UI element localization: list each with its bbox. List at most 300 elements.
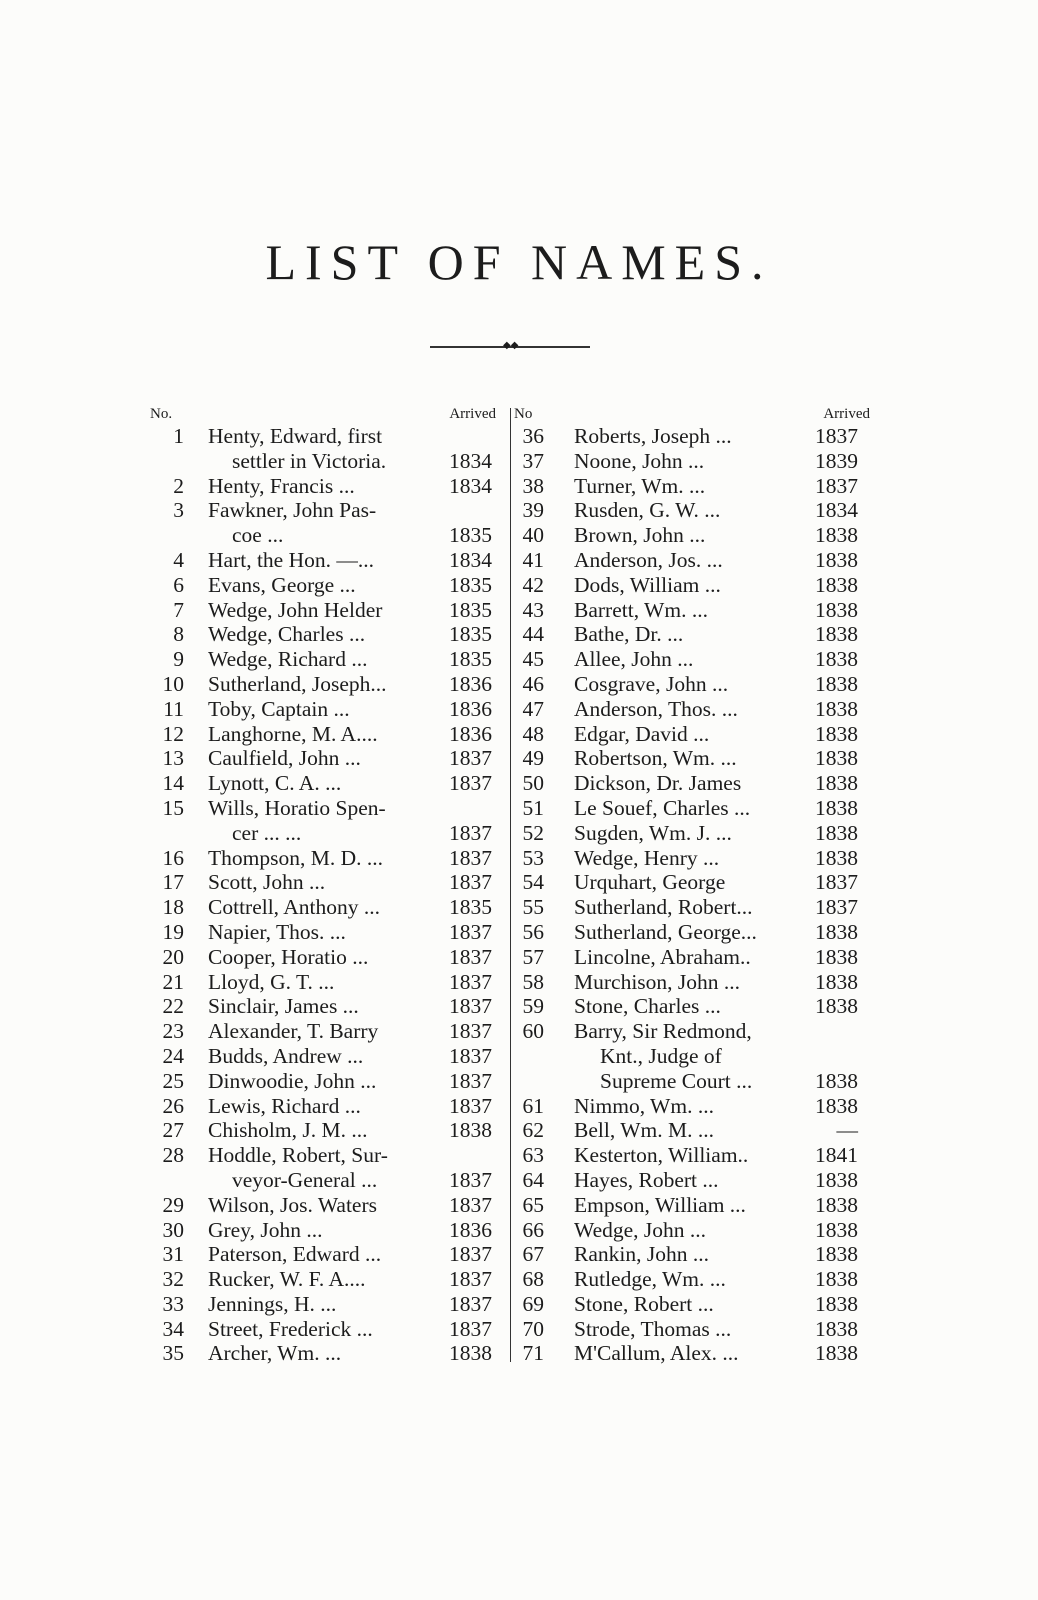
left-name-list bbox=[148, 424, 500, 1366]
entry-name: Toby, Captain ... bbox=[208, 696, 350, 721]
entry-name: Stone, Charles ... bbox=[574, 994, 721, 1019]
entry-arrival-year: 1838 bbox=[815, 994, 858, 1019]
entry-arrival-year: 1834 bbox=[449, 547, 492, 572]
entry-number: 22 bbox=[162, 994, 184, 1019]
entry-arrival-year: 1838 bbox=[815, 1267, 858, 1292]
entry-arrival-year: 1837 bbox=[449, 969, 492, 994]
entry-name: Street, Frederick ... bbox=[208, 1316, 373, 1341]
entry-arrival-year: 1837 bbox=[449, 820, 492, 845]
entry-number: 2 bbox=[173, 473, 184, 498]
entry-number: 32 bbox=[162, 1267, 184, 1292]
entry-number: 26 bbox=[162, 1093, 184, 1118]
entry-number: 13 bbox=[162, 746, 184, 771]
entry-arrival-year: 1838 bbox=[815, 647, 858, 672]
list-row bbox=[148, 895, 500, 920]
list-row bbox=[148, 474, 500, 499]
entry-arrival-year: 1835 bbox=[449, 895, 492, 920]
entry-number: 52 bbox=[522, 820, 544, 845]
entry-name: Thompson, M. D. ... bbox=[208, 845, 383, 870]
entry-name: Archer, Wm. ... bbox=[208, 1341, 342, 1366]
list-row bbox=[512, 920, 872, 945]
entry-number: 31 bbox=[162, 1242, 184, 1267]
list-row bbox=[148, 722, 500, 747]
entry-number: 46 bbox=[522, 671, 544, 696]
list-row bbox=[512, 846, 872, 871]
entry-name: Hoddle, Robert, Sur- bbox=[208, 1143, 388, 1168]
list-row bbox=[512, 622, 872, 647]
entry-name: Evans, George ... bbox=[208, 572, 356, 597]
list-row bbox=[148, 1019, 500, 1044]
entry-name: Langhorne, M. A.... bbox=[208, 721, 378, 746]
entry-name: Rusden, G. W. ... bbox=[574, 498, 721, 523]
entry-name: Lincolne, Abraham.. bbox=[574, 944, 751, 969]
list-row bbox=[512, 498, 872, 523]
list-row bbox=[148, 1341, 500, 1366]
entry-number: 48 bbox=[522, 721, 544, 746]
entry-arrival-year: 1838 bbox=[815, 1068, 858, 1093]
entry-number: 20 bbox=[162, 944, 184, 969]
entry-number: 19 bbox=[162, 919, 184, 944]
list-row bbox=[512, 970, 872, 995]
entry-name: Cooper, Horatio ... bbox=[208, 944, 369, 969]
list-row bbox=[148, 746, 500, 771]
entry-number: 43 bbox=[522, 597, 544, 622]
entry-arrival-year: 1838 bbox=[815, 771, 858, 796]
entry-name: Sutherland, George... bbox=[574, 919, 757, 944]
list-row bbox=[512, 474, 872, 499]
list-row bbox=[512, 1267, 872, 1292]
list-row bbox=[148, 1168, 500, 1193]
list-row bbox=[512, 994, 872, 1019]
entry-arrival-year: 1836 bbox=[449, 721, 492, 746]
entry-arrival-year: 1837 bbox=[449, 994, 492, 1019]
entry-arrival-year: 1838 bbox=[815, 523, 858, 548]
entry-name: Murchison, John ... bbox=[574, 969, 741, 994]
entry-number: 12 bbox=[162, 721, 184, 746]
entry-number: 34 bbox=[162, 1316, 184, 1341]
entry-arrival-year: 1837 bbox=[815, 870, 858, 895]
entry-arrival-year: 1834 bbox=[815, 498, 858, 523]
entry-name: Turner, Wm. ... bbox=[574, 473, 706, 498]
entry-name: Jennings, H. ... bbox=[208, 1291, 337, 1316]
entry-arrival-year: 1838 bbox=[815, 547, 858, 572]
list-row bbox=[512, 771, 872, 796]
entry-number: 71 bbox=[522, 1341, 544, 1366]
left-column-header bbox=[148, 404, 500, 424]
entry-number: 61 bbox=[522, 1093, 544, 1118]
entry-name: Anderson, Jos. ... bbox=[574, 547, 723, 572]
list-row bbox=[148, 598, 500, 623]
entry-arrival-year: 1839 bbox=[815, 448, 858, 473]
entry-name: Chisholm, J. M. ... bbox=[208, 1118, 368, 1143]
list-row bbox=[512, 672, 872, 697]
entry-name: Lewis, Richard ... bbox=[208, 1093, 361, 1118]
entry-name: Strode, Thomas ... bbox=[574, 1316, 732, 1341]
entry-number: 8 bbox=[173, 622, 184, 647]
entry-name: Knt., Judge of bbox=[600, 1043, 722, 1068]
entry-arrival-year: 1835 bbox=[449, 647, 492, 672]
left-column bbox=[148, 404, 500, 1366]
entry-arrival-year: 1838 bbox=[815, 597, 858, 622]
entry-arrival-year: 1837 bbox=[449, 1043, 492, 1068]
entry-arrival-year: 1837 bbox=[449, 1167, 492, 1192]
entry-name: Dinwoodie, John ... bbox=[208, 1068, 377, 1093]
list-row bbox=[148, 970, 500, 995]
rule-diamond-ornament: ◆◆ bbox=[503, 340, 519, 351]
entry-arrival-year: 1836 bbox=[449, 696, 492, 721]
entry-arrival-year: 1835 bbox=[449, 523, 492, 548]
entry-arrival-year: 1838 bbox=[815, 1341, 858, 1366]
entry-name: Brown, John ... bbox=[574, 523, 706, 548]
entry-arrival-year: 1838 bbox=[815, 622, 858, 647]
entry-arrival-year: 1838 bbox=[815, 1217, 858, 1242]
entry-number: 54 bbox=[522, 870, 544, 895]
entry-name: coe ... bbox=[232, 523, 284, 548]
entry-name: Bathe, Dr. ... bbox=[574, 622, 684, 647]
column-divider bbox=[510, 408, 511, 1362]
list-row bbox=[512, 895, 872, 920]
entry-name: Henty, Edward, first bbox=[208, 424, 383, 448]
entry-number: 30 bbox=[162, 1217, 184, 1242]
entry-arrival-year: 1837 bbox=[815, 895, 858, 920]
entry-number: 49 bbox=[522, 746, 544, 771]
list-row bbox=[512, 697, 872, 722]
list-row bbox=[512, 1044, 872, 1069]
list-row bbox=[148, 548, 500, 573]
list-row bbox=[148, 870, 500, 895]
entry-arrival-year: 1841 bbox=[815, 1143, 858, 1168]
list-row bbox=[512, 548, 872, 573]
list-row bbox=[512, 523, 872, 548]
entry-name: Sutherland, Joseph... bbox=[208, 671, 387, 696]
entry-name: Kesterton, William.. bbox=[574, 1143, 749, 1168]
entry-number: 70 bbox=[522, 1316, 544, 1341]
entry-arrival-year: 1837 bbox=[449, 746, 492, 771]
entry-name: M'Callum, Alex. ... bbox=[574, 1341, 739, 1366]
list-row bbox=[148, 771, 500, 796]
entry-number: 65 bbox=[522, 1192, 544, 1217]
entry-number: 18 bbox=[162, 895, 184, 920]
entry-arrival-year: 1838 bbox=[815, 572, 858, 597]
entry-name: Sutherland, Robert... bbox=[574, 895, 753, 920]
number-column-heading: No bbox=[514, 406, 533, 422]
list-row bbox=[512, 1292, 872, 1317]
entry-number: 67 bbox=[522, 1242, 544, 1267]
entry-arrival-year: 1837 bbox=[449, 1068, 492, 1093]
entry-arrival-year: 1837 bbox=[449, 944, 492, 969]
entry-arrival-year: — bbox=[836, 1118, 858, 1143]
entry-arrival-year: 1837 bbox=[449, 1242, 492, 1267]
list-row bbox=[148, 622, 500, 647]
entry-arrival-year: 1837 bbox=[449, 1291, 492, 1316]
entry-number: 47 bbox=[522, 696, 544, 721]
entry-name: Lloyd, G. T. ... bbox=[208, 969, 335, 994]
entry-name: Dods, William ... bbox=[574, 572, 721, 597]
entry-number: 66 bbox=[522, 1217, 544, 1242]
entry-number: 51 bbox=[522, 795, 544, 820]
entry-arrival-year: 1837 bbox=[449, 845, 492, 870]
entry-name: Cottrell, Anthony ... bbox=[208, 895, 380, 920]
entry-number: 27 bbox=[162, 1118, 184, 1143]
entry-name: Budds, Andrew ... bbox=[208, 1043, 364, 1068]
right-name-list bbox=[512, 424, 872, 1366]
entry-name: Empson, William ... bbox=[574, 1192, 746, 1217]
entry-name: Anderson, Thos. ... bbox=[574, 696, 738, 721]
entry-name: Rutledge, Wm. ... bbox=[574, 1267, 726, 1292]
entry-name: Fawkner, John Pas- bbox=[208, 498, 377, 523]
entry-arrival-year: 1835 bbox=[449, 622, 492, 647]
entry-number: 59 bbox=[522, 994, 544, 1019]
entry-arrival-year: 1837 bbox=[449, 919, 492, 944]
list-row bbox=[512, 598, 872, 623]
list-row bbox=[512, 722, 872, 747]
entry-number: 38 bbox=[522, 473, 544, 498]
entry-arrival-year: 1838 bbox=[815, 944, 858, 969]
entry-number: 29 bbox=[162, 1192, 184, 1217]
list-row bbox=[148, 697, 500, 722]
list-row bbox=[148, 796, 500, 821]
entry-name: Allee, John ... bbox=[574, 647, 694, 672]
entry-name: Stone, Robert ... bbox=[574, 1291, 714, 1316]
entry-number: 44 bbox=[522, 622, 544, 647]
entry-name: Wedge, Henry ... bbox=[574, 845, 720, 870]
list-row bbox=[512, 1143, 872, 1168]
entry-number: 69 bbox=[522, 1291, 544, 1316]
entry-arrival-year: 1838 bbox=[815, 746, 858, 771]
arrived-column-heading: Arrived bbox=[449, 406, 496, 422]
entry-arrival-year: 1838 bbox=[815, 845, 858, 870]
entry-name: Wills, Horatio Spen- bbox=[208, 795, 386, 820]
entry-number: 35 bbox=[162, 1341, 184, 1366]
entry-number: 58 bbox=[522, 969, 544, 994]
entry-number: 23 bbox=[162, 1019, 184, 1044]
list-row bbox=[512, 1218, 872, 1243]
entry-number: 14 bbox=[162, 771, 184, 796]
list-row bbox=[512, 1069, 872, 1094]
entry-number: 40 bbox=[522, 523, 544, 548]
number-column-heading: No. bbox=[150, 406, 173, 422]
entry-name: Grey, John ... bbox=[208, 1217, 323, 1242]
list-row bbox=[148, 994, 500, 1019]
list-row bbox=[512, 1019, 872, 1044]
entry-arrival-year: 1838 bbox=[815, 969, 858, 994]
entry-number: 15 bbox=[162, 795, 184, 820]
list-row bbox=[148, 1292, 500, 1317]
list-row bbox=[512, 1341, 872, 1366]
entry-arrival-year: 1837 bbox=[449, 1093, 492, 1118]
list-row bbox=[148, 523, 500, 548]
entry-name: Wedge, John Helder bbox=[208, 597, 383, 622]
entry-number: 64 bbox=[522, 1167, 544, 1192]
entry-name: Wedge, John ... bbox=[574, 1217, 707, 1242]
list-row bbox=[512, 945, 872, 970]
entry-arrival-year: 1837 bbox=[815, 424, 858, 448]
entry-number: 37 bbox=[522, 448, 544, 473]
list-row bbox=[512, 573, 872, 598]
list-row bbox=[148, 1267, 500, 1292]
entry-name: Barrett, Wm. ... bbox=[574, 597, 708, 622]
list-row bbox=[148, 920, 500, 945]
list-row bbox=[512, 1094, 872, 1119]
list-row bbox=[512, 870, 872, 895]
entry-arrival-year: 1835 bbox=[449, 572, 492, 597]
entry-arrival-year: 1838 bbox=[815, 820, 858, 845]
entry-number: 50 bbox=[522, 771, 544, 796]
entry-name: Supreme Court ... bbox=[600, 1068, 753, 1093]
list-row bbox=[148, 498, 500, 523]
list-row bbox=[148, 1242, 500, 1267]
entry-name: Edgar, David ... bbox=[574, 721, 710, 746]
entry-number: 24 bbox=[162, 1043, 184, 1068]
entry-number: 45 bbox=[522, 647, 544, 672]
entry-name: Henty, Francis ... bbox=[208, 473, 355, 498]
entry-number: 62 bbox=[522, 1118, 544, 1143]
entry-name: Napier, Thos. ... bbox=[208, 919, 346, 944]
list-row bbox=[512, 1193, 872, 1218]
entry-arrival-year: 1838 bbox=[815, 721, 858, 746]
list-row bbox=[512, 647, 872, 672]
entry-name: Roberts, Joseph ... bbox=[574, 424, 732, 448]
entry-arrival-year: 1838 bbox=[449, 1118, 492, 1143]
entry-number: 60 bbox=[522, 1019, 544, 1044]
list-row bbox=[148, 1094, 500, 1119]
entry-number: 25 bbox=[162, 1068, 184, 1093]
list-row bbox=[148, 647, 500, 672]
list-row bbox=[148, 1044, 500, 1069]
entry-name: Wilson, Jos. Waters bbox=[208, 1192, 377, 1217]
entry-number: 1 bbox=[173, 424, 184, 448]
entry-number: 36 bbox=[522, 424, 544, 448]
list-row bbox=[148, 821, 500, 846]
list-row bbox=[148, 846, 500, 871]
entry-arrival-year: 1838 bbox=[815, 696, 858, 721]
list-row bbox=[148, 672, 500, 697]
entry-number: 16 bbox=[162, 845, 184, 870]
entry-name: Hayes, Robert ... bbox=[574, 1167, 719, 1192]
entry-name: cer ... ... bbox=[232, 820, 302, 845]
list-row bbox=[148, 1193, 500, 1218]
entry-arrival-year: 1838 bbox=[815, 795, 858, 820]
entry-arrival-year: 1838 bbox=[815, 1167, 858, 1192]
entry-name: Nimmo, Wm. ... bbox=[574, 1093, 714, 1118]
list-row bbox=[148, 1069, 500, 1094]
entry-arrival-year: 1837 bbox=[815, 473, 858, 498]
entry-name: veyor-General ... bbox=[232, 1167, 378, 1192]
entry-name: Rucker, W. F. A.... bbox=[208, 1267, 366, 1292]
entry-arrival-year: 1837 bbox=[449, 870, 492, 895]
entry-number: 68 bbox=[522, 1267, 544, 1292]
list-row bbox=[148, 573, 500, 598]
page-title: LIST OF NAMES. bbox=[265, 234, 773, 290]
list-row bbox=[512, 424, 872, 449]
entry-number: 6 bbox=[173, 572, 184, 597]
list-row bbox=[148, 1317, 500, 1342]
list-row bbox=[512, 1168, 872, 1193]
entry-number: 4 bbox=[173, 547, 184, 572]
entry-number: 41 bbox=[522, 547, 544, 572]
entry-arrival-year: 1838 bbox=[815, 1093, 858, 1118]
entry-arrival-year: 1836 bbox=[449, 1217, 492, 1242]
entry-arrival-year: 1838 bbox=[815, 1316, 858, 1341]
entry-arrival-year: 1835 bbox=[449, 597, 492, 622]
entry-name: Paterson, Edward ... bbox=[208, 1242, 382, 1267]
entry-arrival-year: 1838 bbox=[449, 1341, 492, 1366]
entry-number: 57 bbox=[522, 944, 544, 969]
entry-arrival-year: 1837 bbox=[449, 771, 492, 796]
entry-number: 42 bbox=[522, 572, 544, 597]
entry-name: Barry, Sir Redmond, bbox=[574, 1019, 752, 1044]
entry-arrival-year: 1838 bbox=[815, 1192, 858, 1217]
entry-number: 21 bbox=[162, 969, 184, 994]
entry-arrival-year: 1834 bbox=[449, 473, 492, 498]
entry-name: Scott, John ... bbox=[208, 870, 326, 895]
entry-name: Le Souef, Charles ... bbox=[574, 795, 751, 820]
list-row bbox=[512, 746, 872, 771]
entry-name: Dickson, Dr. James bbox=[574, 771, 742, 796]
list-row bbox=[148, 1118, 500, 1143]
list-row bbox=[148, 1218, 500, 1243]
entry-arrival-year: 1834 bbox=[449, 448, 492, 473]
entry-name: Cosgrave, John ... bbox=[574, 671, 729, 696]
entry-name: Wedge, Charles ... bbox=[208, 622, 366, 647]
entry-name: Urquhart, George bbox=[574, 870, 726, 895]
entry-arrival-year: 1838 bbox=[815, 1291, 858, 1316]
entry-arrival-year: 1838 bbox=[815, 1242, 858, 1267]
entry-arrival-year: 1837 bbox=[449, 1316, 492, 1341]
entry-number: 63 bbox=[522, 1143, 544, 1168]
entry-name: Sugden, Wm. J. ... bbox=[574, 820, 732, 845]
entry-name: settler in Victoria. bbox=[232, 448, 387, 473]
list-row bbox=[512, 449, 872, 474]
entry-name: Alexander, T. Barry bbox=[208, 1019, 379, 1044]
list-row bbox=[148, 424, 500, 449]
arrived-column-heading: Arrived bbox=[823, 406, 870, 422]
entry-name: Robertson, Wm. ... bbox=[574, 746, 737, 771]
entry-arrival-year: 1837 bbox=[449, 1192, 492, 1217]
entry-name: Wedge, Richard ... bbox=[208, 647, 368, 672]
entry-name: Noone, John ... bbox=[574, 448, 705, 473]
entry-number: 53 bbox=[522, 845, 544, 870]
entry-number: 10 bbox=[162, 671, 184, 696]
right-column bbox=[512, 404, 872, 1366]
entry-number: 17 bbox=[162, 870, 184, 895]
entry-arrival-year: 1838 bbox=[815, 671, 858, 696]
entry-number: 33 bbox=[162, 1291, 184, 1316]
entry-name: Bell, Wm. M. ... bbox=[574, 1118, 714, 1143]
entry-name: Hart, the Hon. —... bbox=[208, 547, 374, 572]
list-row bbox=[512, 821, 872, 846]
entry-arrival-year: 1837 bbox=[449, 1019, 492, 1044]
entry-number: 55 bbox=[522, 895, 544, 920]
entry-number: 7 bbox=[173, 597, 184, 622]
entry-name: Sinclair, James ... bbox=[208, 994, 359, 1019]
list-row bbox=[148, 1143, 500, 1168]
entry-name: Rankin, John ... bbox=[574, 1242, 709, 1267]
entry-number: 9 bbox=[173, 647, 184, 672]
entry-arrival-year: 1836 bbox=[449, 671, 492, 696]
right-column-header bbox=[512, 404, 872, 424]
entry-arrival-year: 1837 bbox=[449, 1267, 492, 1292]
entry-number: 11 bbox=[163, 696, 184, 721]
entry-number: 3 bbox=[173, 498, 184, 523]
entry-name: Caulfield, John ... bbox=[208, 746, 361, 771]
entry-number: 39 bbox=[522, 498, 544, 523]
list-row bbox=[512, 1242, 872, 1267]
list-row bbox=[512, 1317, 872, 1342]
entry-name: Lynott, C. A. ... bbox=[208, 771, 342, 796]
entry-number: 28 bbox=[162, 1143, 184, 1168]
entry-number: 56 bbox=[522, 919, 544, 944]
